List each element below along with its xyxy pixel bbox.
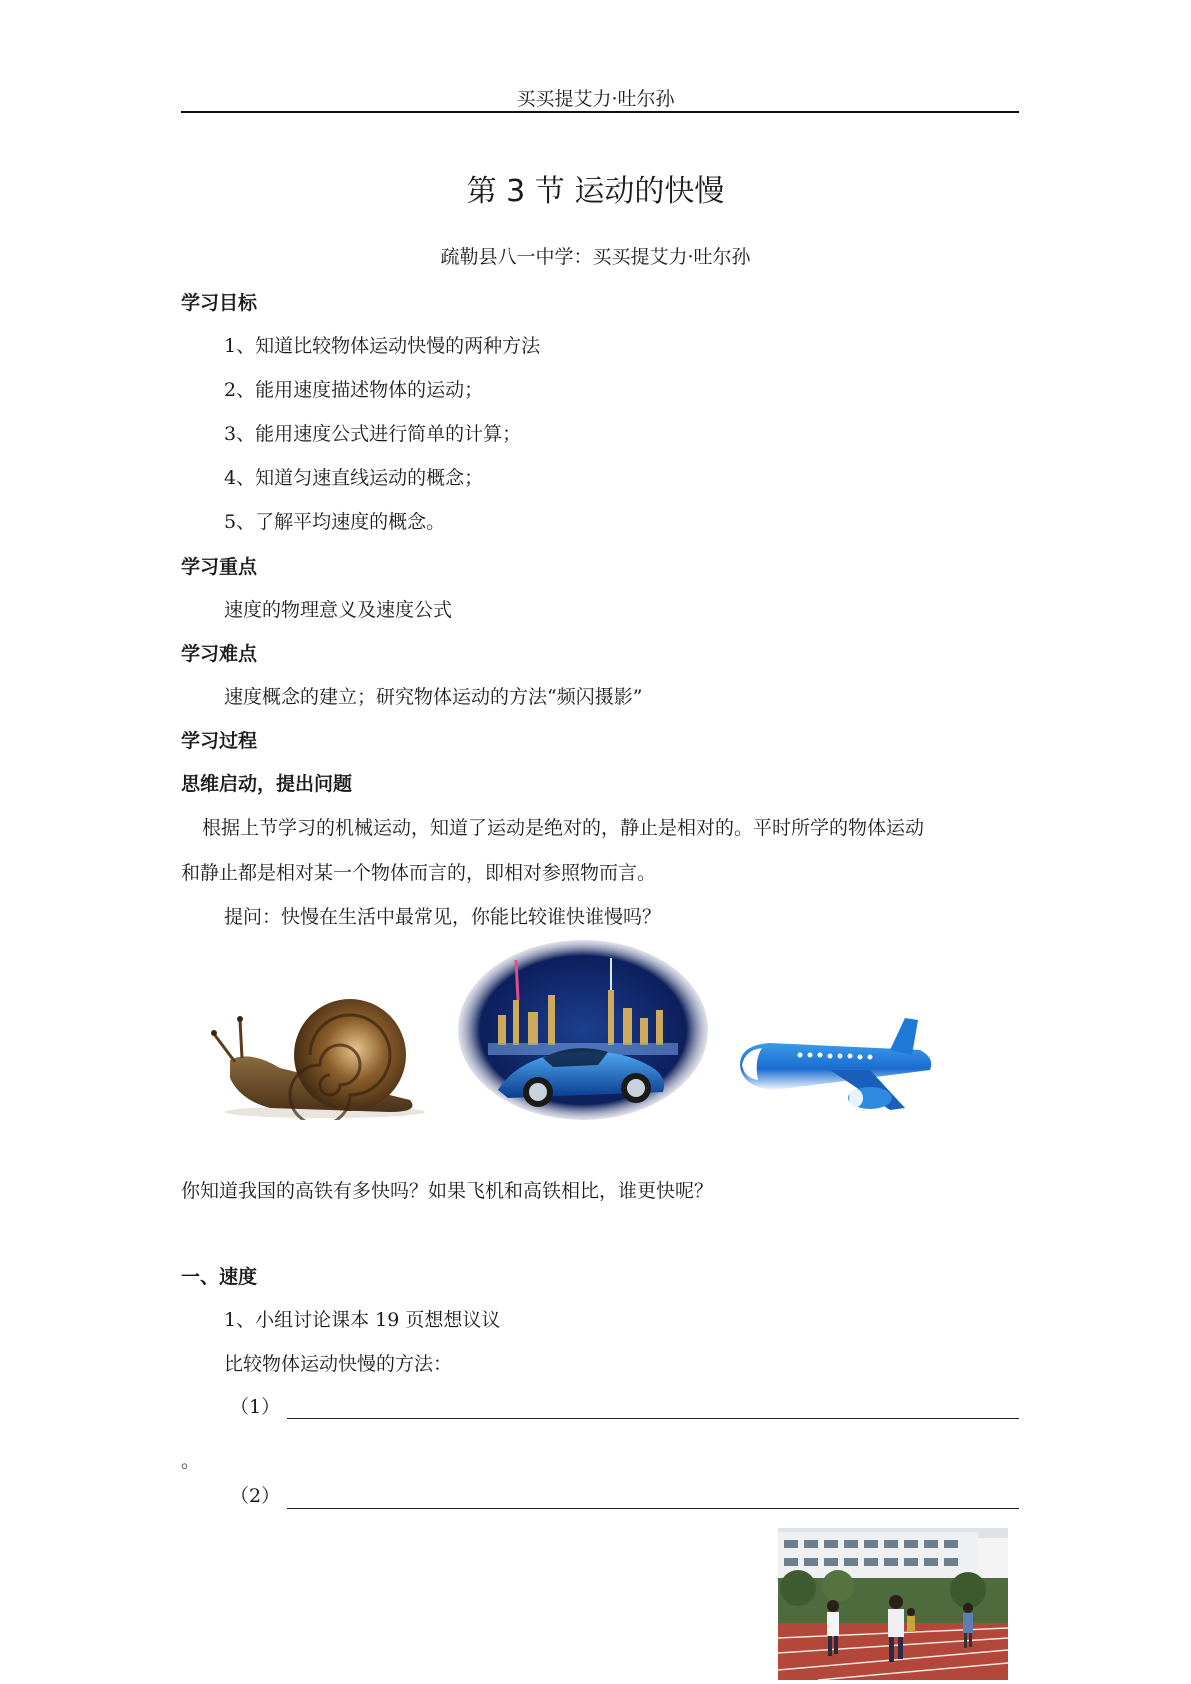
paragraph-line: 和静止都是相对某一个物体而言的，即相对参照物而言。 xyxy=(181,862,657,884)
speed-item-1: 1、小组讨论课本 19 页想想议议 xyxy=(224,1309,501,1331)
objective-item: 2、能用速度描述物体的运动； xyxy=(224,379,484,401)
answer-blank-2[interactable] xyxy=(287,1508,1019,1509)
author-line: 疏勒县八一中学：买买提艾力·吐尔孙 xyxy=(440,246,751,268)
process-subheading: 思维启动，提出问题 xyxy=(181,773,353,795)
objective-item: 3、能用速度公式进行简单的计算； xyxy=(224,423,522,445)
objective-item: 1、知道比较物体运动快慢的两种方法 xyxy=(224,335,541,357)
page-header: 买买提艾力·吐尔孙 xyxy=(516,88,675,110)
objective-item: 4、知道匀速直线运动的概念； xyxy=(224,467,484,489)
header-rule xyxy=(181,111,1019,113)
blank-2-label: （2） xyxy=(230,1485,281,1507)
paragraph-line: 根据上节学习的机械运动，知道了运动是绝对的，静止是相对的。平时所学的物体运动 xyxy=(202,817,925,839)
difficulties-heading: 学习难点 xyxy=(181,643,258,665)
difficulties-text: 速度概念的建立；研究物体运动的方法“频闪摄影” xyxy=(224,686,643,708)
snail-image xyxy=(210,990,430,1120)
speed-heading: 一、速度 xyxy=(181,1266,258,1288)
answer-blank-1[interactable] xyxy=(287,1418,1019,1419)
page-title: 第 3 节 运动的快慢 xyxy=(466,174,725,209)
airplane-image xyxy=(730,1010,950,1120)
key-points-heading: 学习重点 xyxy=(181,556,258,578)
running-students-image xyxy=(778,1528,1008,1680)
blank-1-label: （1） xyxy=(230,1396,281,1418)
question-text: 提问：快慢在生活中最常见，你能比较谁快谁慢吗？ xyxy=(224,906,662,928)
key-points-text: 速度的物理意义及速度公式 xyxy=(224,599,453,621)
question-text-2: 你知道我国的高铁有多快吗？如果飞机和高铁相比，谁更快呢？ xyxy=(181,1180,714,1202)
period-mark: 。 xyxy=(181,1450,201,1472)
sports-car-city-image xyxy=(458,940,708,1120)
compare-methods-label: 比较物体运动快慢的方法： xyxy=(224,1353,453,1375)
objectives-heading: 学习目标 xyxy=(181,292,258,314)
process-heading: 学习过程 xyxy=(181,730,258,752)
objective-item: 5、了解平均速度的概念。 xyxy=(224,511,446,533)
